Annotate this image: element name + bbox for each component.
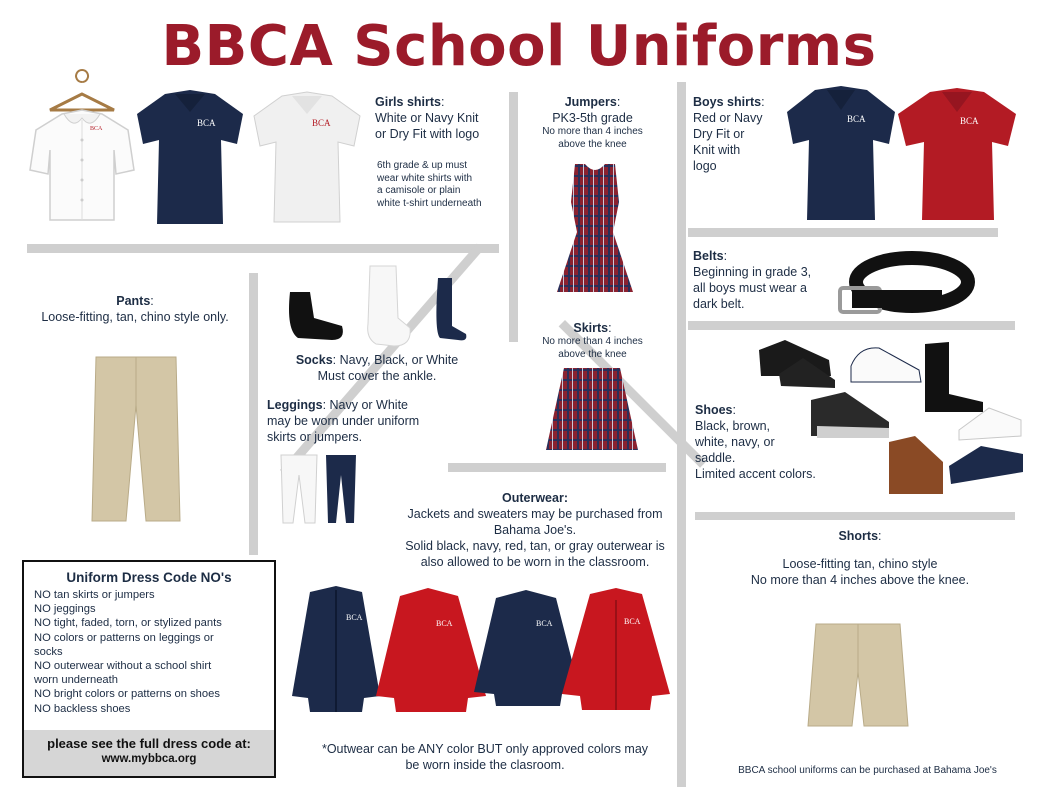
belts-label: Belts [693, 249, 724, 263]
leggings-label: Leggings [267, 398, 323, 412]
shorts-image [806, 622, 910, 730]
jumpers-label: Jumpers [564, 95, 617, 109]
nos-item: NO colors or patterns on leggings or [34, 631, 214, 644]
girls-white-blouse-image [28, 80, 136, 226]
skirts-text: Skirts: No more than 4 inches above the knee [542, 321, 643, 360]
shoes-text: Shoes: Black, brown, white, navy, or saddle. Limited accent colors. [695, 403, 816, 481]
shoes-label: Shoes [695, 403, 733, 417]
boys-red-polo-image [896, 86, 1018, 222]
sock-white-image [362, 264, 412, 348]
divider-shoes-bottom [695, 512, 1015, 520]
nos-item: NO backless shoes [34, 702, 131, 715]
svg-text:BCA: BCA [847, 114, 866, 124]
socks-label: Socks [295, 353, 333, 367]
leggings-text: Leggings: Navy or White may be worn under uniform skirts or jumpers. [267, 398, 420, 444]
nos-item: NO jeggings [34, 603, 96, 616]
svg-text:BCA: BCA [90, 126, 103, 132]
leggings-navy-image [324, 453, 358, 525]
nos-item: NO tan skirts or jumpers [34, 589, 155, 601]
svg-text:BCA: BCA [312, 118, 331, 128]
girls-shirts-label: Girls shirts [375, 95, 441, 109]
outerwear-label: Outerwear: [502, 491, 568, 505]
outerwear-images [290, 586, 674, 714]
divider-socks-vertical [249, 273, 258, 555]
nos-item: NO outerwear without a school shirt [34, 660, 212, 673]
jumper-image [555, 162, 635, 294]
pants-image [90, 355, 182, 523]
leggings-white-image [279, 453, 319, 525]
girls-shirts-note: 6th grade & up must wear white shirts with a camisole or plain white t-shirt underneath [377, 160, 482, 209]
shorts-label: Shorts [838, 529, 879, 543]
purchase-note: BBCA school uniforms can be purchased at Bahama Joe's [738, 765, 997, 776]
jumpers-text: Jumpers: PK3-5th grade No more than 4 inches above the knee [542, 95, 643, 150]
socks-text: Socks: Navy, Black, or White Must cover the ankle. [295, 353, 459, 383]
girls-shirts-text: Girls shirts: White or Navy Knit or Dry Fit with logo [375, 95, 480, 141]
svg-text:BCA: BCA [624, 617, 641, 626]
nos-footer [24, 730, 274, 776]
girls-white-polo-image [252, 90, 362, 224]
nos-item: worn underneath [34, 674, 118, 687]
divider-girls-bottom [27, 244, 499, 253]
page-title: BBCA School Uniforms [161, 14, 877, 79]
pants-text: Pants: Loose-fitting, tan, chino style only. [41, 294, 229, 324]
outerwear-text: Outerwear: Jackets and sweaters may be purchased from Bahama Joe's. Solid black, navy, red, tan, or gray outerwear is also allowed to be worn in the classroom. [370, 490, 700, 570]
outerwear-footnote: *Outwear can be ANY color BUT only approved colors may be worn inside the clasroom. [321, 742, 649, 772]
shorts-text: Shorts: Loose-fitting tan, chino style No more than 4 inches above the knee. [750, 529, 970, 587]
belt-image [832, 250, 972, 320]
boys-shirts-label: Boys shirts [693, 95, 762, 109]
nos-title: Uniform Dress Code NO's [66, 570, 232, 585]
skirt-image [544, 366, 640, 452]
divider-boys-bottom [688, 228, 998, 237]
nos-item: NO bright colors or patterns on shoes [34, 688, 220, 701]
dress-code-nos-box [22, 560, 276, 778]
sock-navy-image [432, 276, 470, 342]
boys-navy-polo-image [785, 84, 897, 222]
nos-list [24, 588, 274, 716]
svg-text:BCA: BCA [536, 619, 553, 628]
nos-item: socks [34, 645, 63, 658]
skirts-label: Skirts [573, 321, 609, 335]
divider-center-vertical-top [509, 92, 518, 342]
svg-text:BCA: BCA [346, 613, 363, 622]
nos-item: NO tight, faded, torn, or stylized pants [34, 617, 222, 630]
nos-footer-text: please see the full dress code at: [47, 736, 251, 751]
svg-text:BCA: BCA [960, 116, 979, 126]
divider-belts-bottom [688, 321, 1015, 330]
pants-label: Pants [116, 294, 151, 308]
svg-text:BCA: BCA [436, 619, 453, 628]
sock-black-image [284, 290, 346, 342]
boys-shirts-text: Boys shirts: Red or Navy Dry Fit or Knit with logo [693, 95, 765, 173]
divider-outerwear-top [448, 463, 666, 472]
svg-text:BCA: BCA [197, 118, 216, 128]
website-link[interactable]: www.mybbca.org [101, 753, 197, 765]
belts-text: Belts: Beginning in grade 3, all boys must wear a dark belt. [693, 249, 812, 311]
girls-navy-polo-image [135, 88, 245, 226]
